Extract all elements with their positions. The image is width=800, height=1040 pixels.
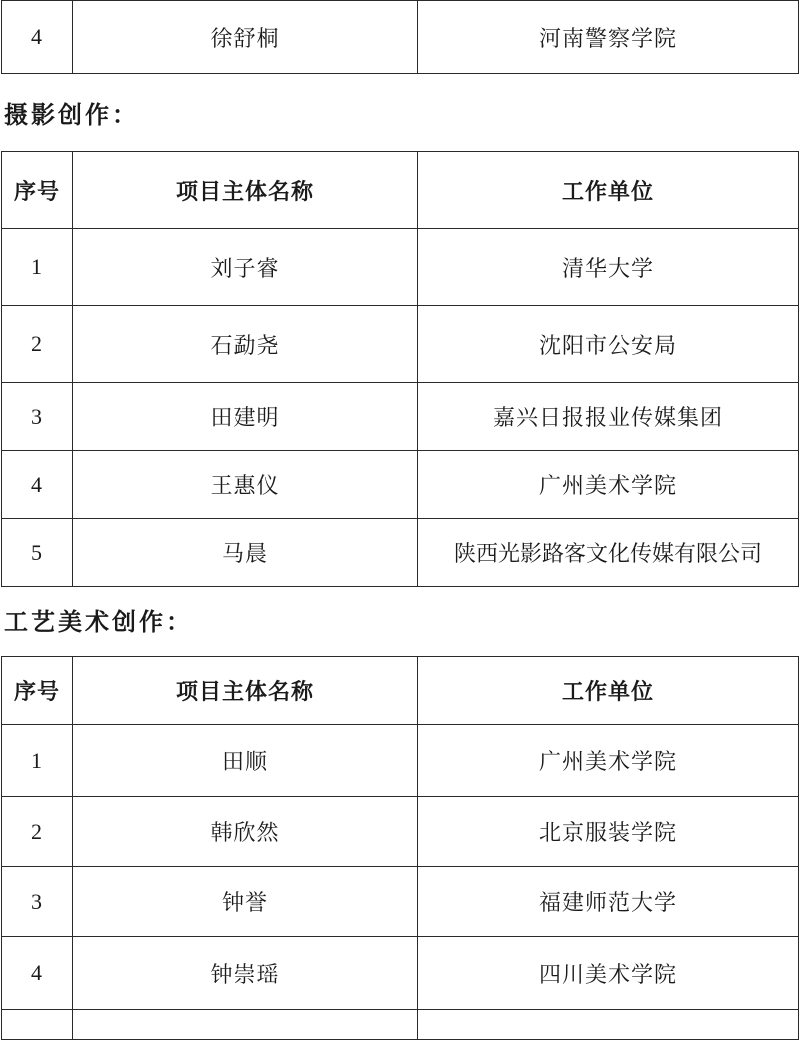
header-project-name: 项目主体名称 bbox=[73, 657, 418, 725]
work-unit: 陕西光影路客文化传媒有限公司 bbox=[418, 519, 799, 587]
work-unit: 福建师范大学 bbox=[418, 867, 799, 937]
table-row bbox=[2, 306, 799, 383]
work-unit: 四川美术学院 bbox=[418, 937, 799, 1010]
header-work-unit: 工作单位 bbox=[418, 152, 799, 229]
project-name: 刘子睿 bbox=[73, 229, 418, 306]
row-number: 3 bbox=[2, 867, 73, 937]
table-row-partial bbox=[2, 1010, 799, 1040]
work-unit: 沈阳市公安局 bbox=[418, 306, 799, 383]
project-name: 韩欣然 bbox=[73, 797, 418, 867]
project-name: 徐舒桐 bbox=[73, 1, 418, 74]
project-name: 马晨 bbox=[73, 519, 418, 587]
header-work-unit: 工作单位 bbox=[418, 657, 799, 725]
row-number: 5 bbox=[2, 519, 73, 587]
top-table bbox=[1, 0, 799, 74]
row-number: 1 bbox=[2, 725, 73, 797]
row-number: 4 bbox=[2, 451, 73, 519]
row-number: 3 bbox=[2, 383, 73, 451]
table-row bbox=[2, 937, 799, 1010]
work-unit: 北京服装学院 bbox=[418, 797, 799, 867]
row-number: 4 bbox=[2, 1, 73, 74]
project-name: 石勐尧 bbox=[73, 306, 418, 383]
project-name: 田建明 bbox=[73, 383, 418, 451]
section-title-arts-crafts: 工艺美术创作： bbox=[4, 608, 193, 636]
table-row bbox=[2, 725, 799, 797]
header-number: 序号 bbox=[2, 657, 73, 725]
section-title-photography: 摄影创作： bbox=[4, 101, 139, 129]
work-unit: 嘉兴日报报业传媒集团 bbox=[418, 383, 799, 451]
row-number: 1 bbox=[2, 229, 73, 306]
table-header-row bbox=[2, 657, 799, 725]
row-number: 4 bbox=[2, 937, 73, 1010]
project-name: 王惠仪 bbox=[73, 451, 418, 519]
table-row bbox=[2, 867, 799, 937]
table-row bbox=[2, 797, 799, 867]
project-name: 田顺 bbox=[73, 725, 418, 797]
photography-table bbox=[1, 151, 799, 587]
work-unit: 广州美术学院 bbox=[418, 725, 799, 797]
table-row bbox=[2, 229, 799, 306]
row-number: 2 bbox=[2, 797, 73, 867]
project-name: 钟崇瑶 bbox=[73, 937, 418, 1010]
header-project-name: 项目主体名称 bbox=[73, 152, 418, 229]
arts-crafts-table bbox=[1, 656, 799, 1040]
work-unit: 河南警察学院 bbox=[418, 1, 799, 74]
work-unit: 清华大学 bbox=[418, 229, 799, 306]
table-header-row bbox=[2, 152, 799, 229]
header-number: 序号 bbox=[2, 152, 73, 229]
row-number: 2 bbox=[2, 306, 73, 383]
table-row bbox=[2, 451, 799, 519]
work-unit: 广州美术学院 bbox=[418, 451, 799, 519]
table-row bbox=[2, 1, 799, 74]
project-name: 钟誉 bbox=[73, 867, 418, 937]
table-row bbox=[2, 519, 799, 587]
table-row bbox=[2, 383, 799, 451]
